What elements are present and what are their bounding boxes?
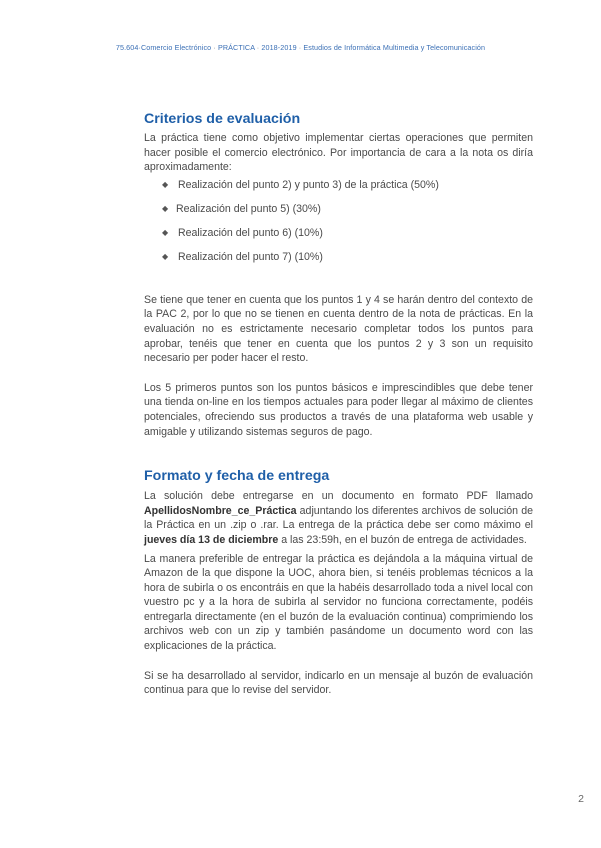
delivery-paragraph-3: Si se ha desarrollado al servidor, indicarlo en un mensaje al buzón de evaluación continua para que lo revise del servidor. <box>144 669 533 697</box>
evaluation-paragraph-2: Se tiene que tener en cuenta que los puntos 1 y 4 se harán dentro del contexto de la PAC 2, por lo que no se tienen en cuenta dentro de la nota de prácticas. En la evaluación no es estrictamente necesario completar todos los puntos para aprobar, tenéis que tener en cuenta que los puntos 2 y 3 son un requisito necesario per poder hacer el resto. <box>144 293 533 365</box>
bullet-icon: ◆ <box>162 179 169 189</box>
bullet-icon: ◆ <box>162 251 169 261</box>
list-item: ◆ Realización del punto 5) (30%) <box>162 202 321 215</box>
deadline-text: jueves día 13 de diciembre <box>144 533 279 546</box>
page-header: 75.604·Comercio Electrónico · PRÁCTICA · 2018-2019 · Estudios de Informática Multimedia y Telecomunicación <box>115 43 486 52</box>
section-title-delivery: Formato y fecha de entrega <box>144 468 330 485</box>
list-item: ◆ Realización del punto 2) y punto 3) de la práctica (50%) <box>162 178 439 191</box>
delivery-paragraph-1: La solución debe entregarse en un documento en formato PDF llamado ApellidosNombre_ce_Práctica adjuntando los diferentes archivos de solución de la Práctica en un .zip o .rar. La entrega de la práctica debe ser como máximo el jueves día 13 de diciembre a las 23:59h, en el buzón de entrega de actividades. <box>144 490 533 546</box>
section-title-evaluation: Criterios de evaluación <box>144 111 301 127</box>
list-item: ◆ Realización del punto 7) (10%) <box>162 250 323 263</box>
evaluation-paragraph-3: Los 5 primeros puntos son los puntos básicos e imprescindibles que debe tener una tienda on-line en los tiempos actuales para poder llegar al máximo de clientes potenciales, ofreciendo sus productos a través de una plataforma web usable y amigable y utilizando sistemas seguros de pago. <box>144 381 533 438</box>
page-number: 2 <box>578 793 584 805</box>
header-type: PRÁCTICA <box>217 43 255 52</box>
header-studies: Estudios de Informática Multimedia y Telecomunicación <box>303 43 486 52</box>
evaluation-intro: La práctica tiene como objetivo implementar ciertas operaciones que permiten hacer posible el comercio electrónico. Por importancia de cara a la nota os diría aproximadamente: <box>144 132 533 174</box>
list-item: ◆ Realización del punto 6) (10%) <box>162 226 323 239</box>
delivery-paragraph-2: La manera preferible de entregar la práctica es dejándola a la máquina virtual de Amazon de la que dispone la UOC, ahora bien, si tenéis problemas técnicos a la hora de subirla o os encontráis en que la habéis desarrollado toda a nivel local con vuestro pc y a la hora de subirla al servidor no funciona correctamente, podéis entregarla directamente (en el buzón de la evaluación continua) comprimiendo los archivos web con un zip y también pasándome un documento word con las explicaciones de la práctica. <box>144 552 533 653</box>
bullet-icon: ◆ <box>162 203 169 213</box>
header-year: 2018-2019 <box>261 43 297 52</box>
bullet-icon: ◆ <box>162 227 169 237</box>
evaluation-list <box>144 178 533 264</box>
page-content <box>144 110 533 698</box>
header-course: 75.604·Comercio Electrónico <box>115 43 212 52</box>
filename-text: ApellidosNombre_ce_Práctica <box>144 504 297 517</box>
